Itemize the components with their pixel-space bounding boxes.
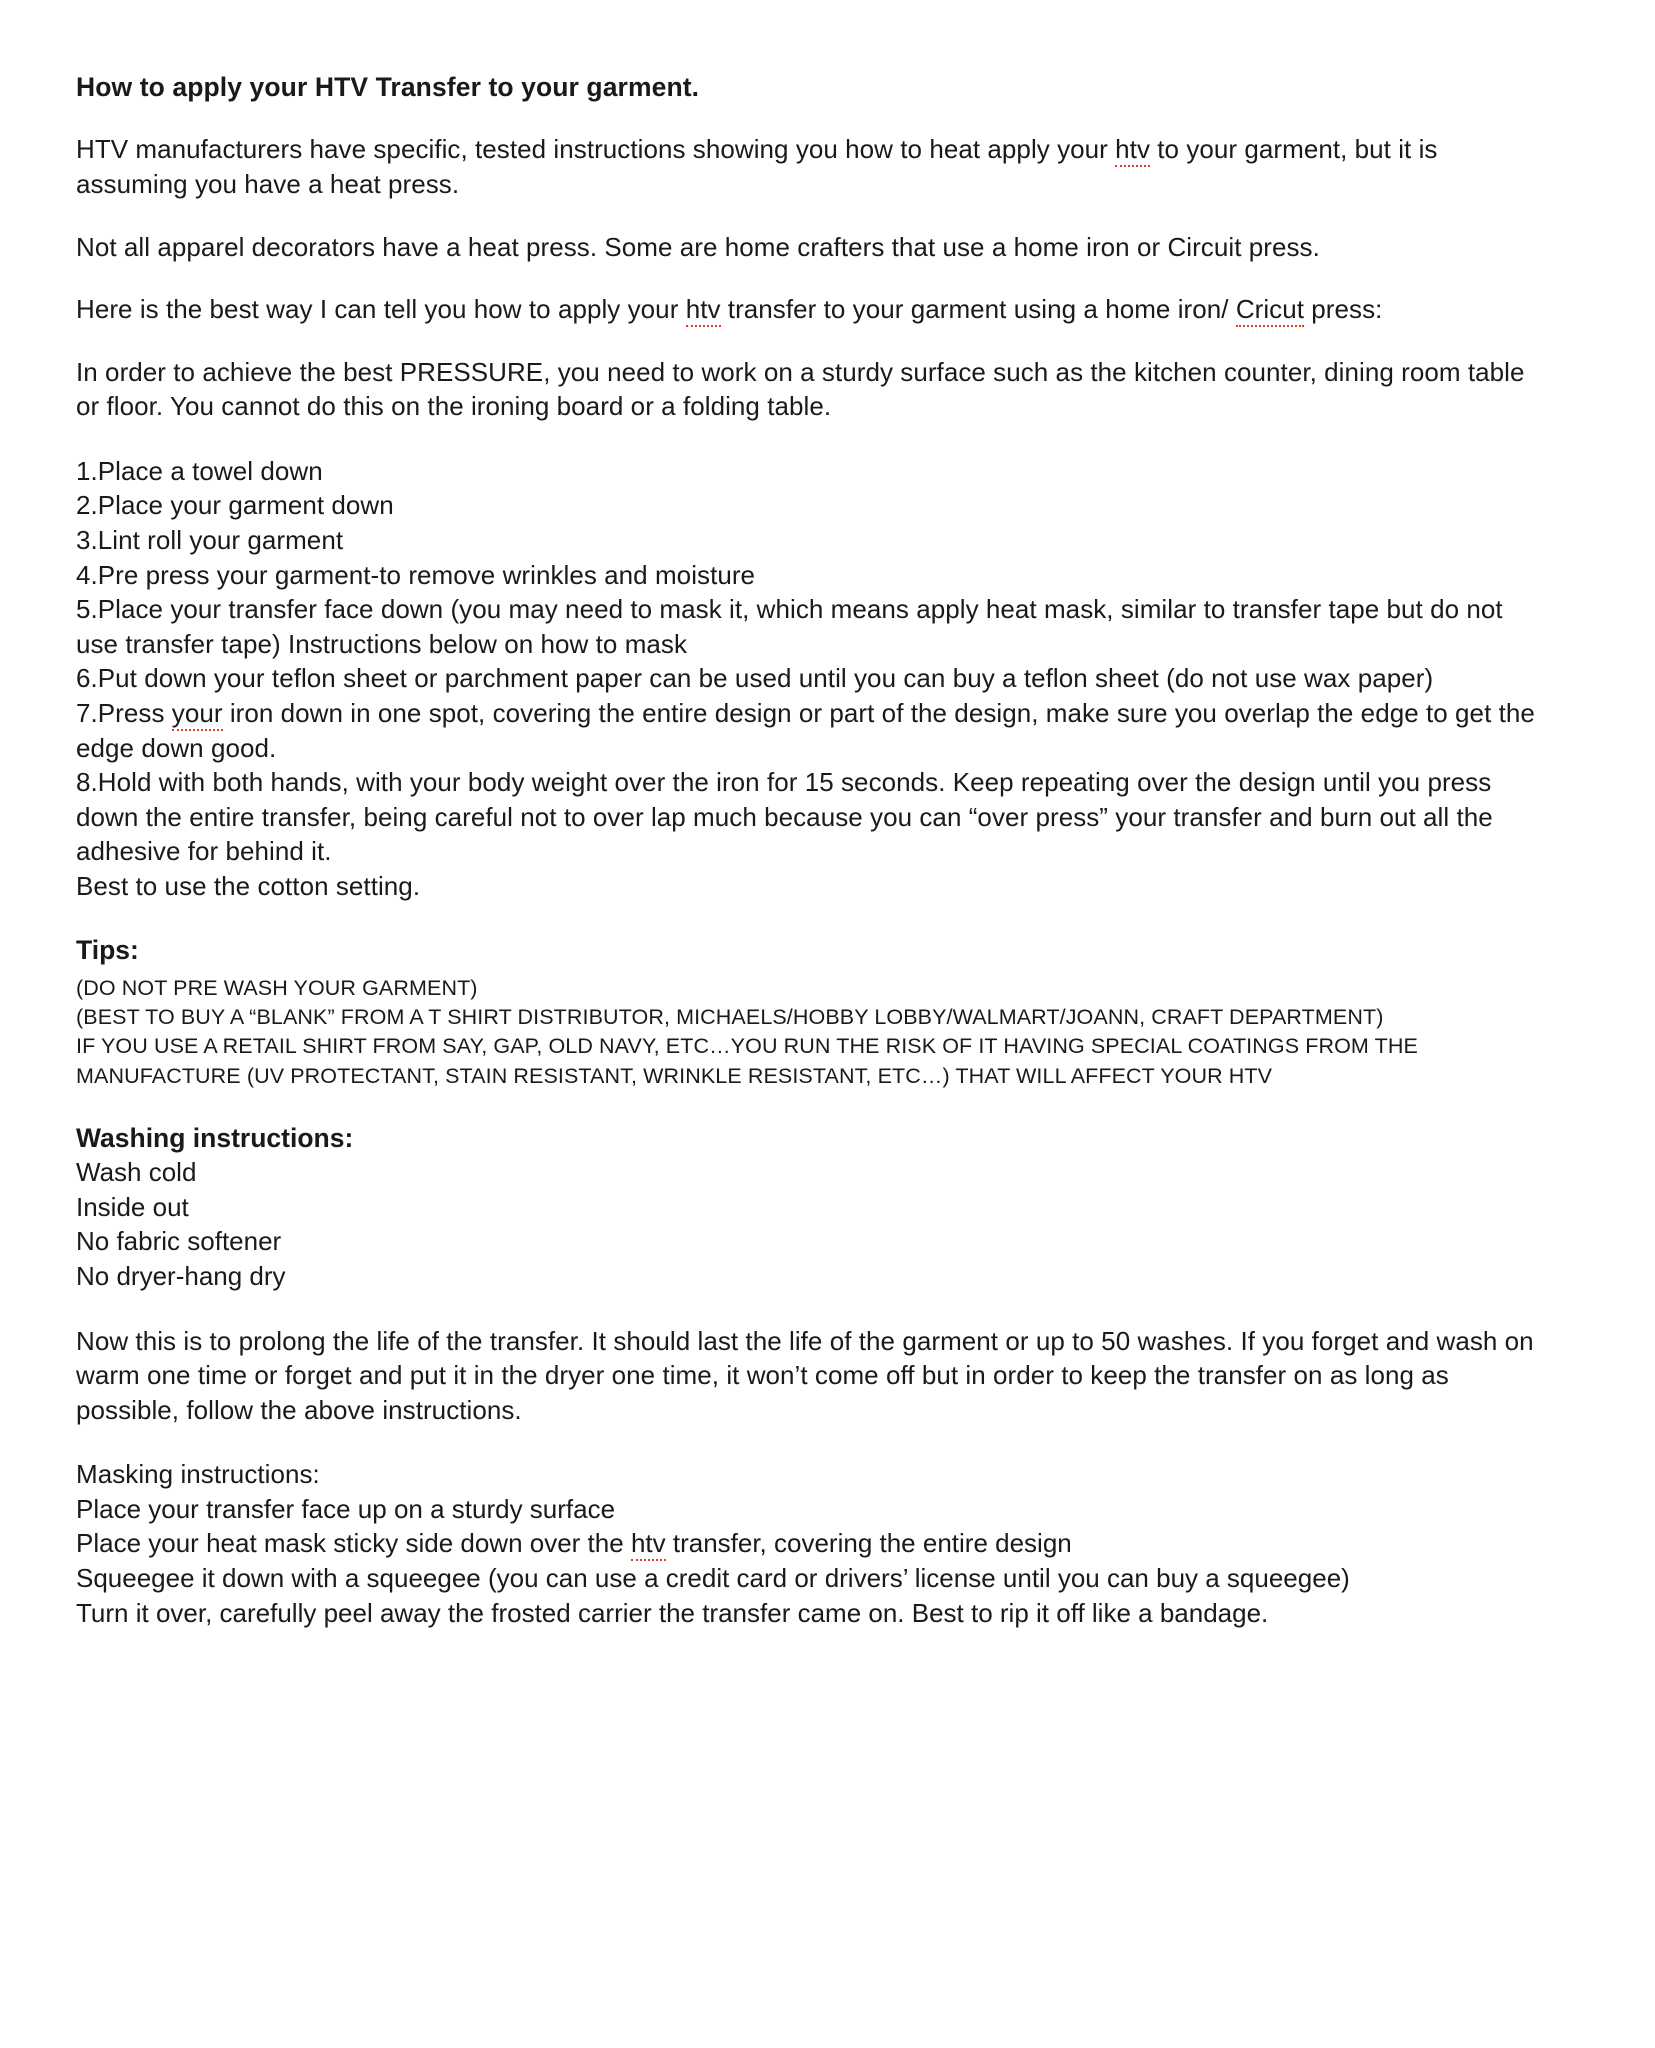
list-item: 5.Place your transfer face down (you may need to mask it, which means apply heat mask, similar to transfer tape but do not use transfer tape) Instructions below on how to mask: [76, 594, 1503, 659]
tips-line: (DO NOT PRE WASH YOUR GARMENT): [76, 975, 478, 1000]
washing-line: No fabric softener: [76, 1226, 282, 1257]
list-item: 3.Lint roll your garment: [76, 525, 344, 556]
list-item: 6.Put down your teflon sheet or parchment paper can be used until you can buy a teflon sheet (do not use wax paper): [76, 663, 1434, 694]
masking-heading: Masking instructions:: [76, 1459, 320, 1490]
intro-paragraph-1: HTV manufacturers have specific, tested instructions showing you how to heat apply your htv to your garment, but it is assuming you have a heat press.: [76, 134, 1438, 200]
list-item: Best to use the cotton setting.: [76, 870, 421, 901]
list-item: 8.Hold with both hands, with your body weight over the iron for 15 seconds. Keep repeating over the design until you press down the entire transfer, being careful not to over lap much because you can “over press” your transfer and burn out all the adhesive for behind it.: [76, 767, 1493, 867]
list-item: 2.Place your garment down: [76, 490, 394, 521]
spellcheck-word-htv: htv: [1115, 134, 1150, 167]
tips-line: IF YOU USE A RETAIL SHIRT FROM SAY, GAP, OLD NAVY, ETC…YOU RUN THE RISK OF IT HAVING SPECIAL COATINGS FROM THE MANUFACTURE (UV PROTECTANT, STAIN RESISTANT, WRINKLE RESISTANT, ETC…) THAT WILL AFFECT YOUR HTV: [76, 1034, 1418, 1088]
masking-line: Squeegee it down with a squeegee (you can use a credit card or drivers’ license until you can buy a squeegee): [76, 1563, 1350, 1594]
list-item: 7.Press your iron down in one spot, covering the entire design or part of the design, make sure you overlap the edge to get the edge down good.: [76, 697, 1535, 763]
spellcheck-word-htv: htv: [631, 1528, 666, 1561]
page-title: How to apply your HTV Transfer to your garment.: [76, 72, 700, 102]
list-item: 1.Place a towel down: [76, 455, 323, 486]
spellcheck-word-cricut: Cricut: [1236, 294, 1304, 327]
washing-line: Inside out: [76, 1191, 189, 1222]
masking-line: Place your heat mask sticky side down over the htv transfer, covering the entire design: [76, 1526, 1546, 1561]
intro-paragraph-3: Here is the best way I can tell you how to apply your htv transfer to your garment using a home iron/ Cricut press:: [76, 292, 1546, 327]
masking-line: Place your transfer face up on a sturdy surface: [76, 1493, 616, 1524]
list-item: 4.Pre press your garment-to remove wrinkles and moisture: [76, 559, 756, 590]
spellcheck-word-your: your: [172, 698, 223, 731]
washing-heading: Washing instructions:: [76, 1122, 354, 1153]
steps-list: [76, 454, 1546, 904]
masking-line: Turn it over, carefully peel away the frosted carrier the transfer came on. Best to rip it off like a bandage.: [76, 1597, 1269, 1628]
washing-line: No dryer-hang dry: [76, 1260, 286, 1291]
spellcheck-word-htv: htv: [686, 294, 721, 327]
intro-paragraph-4: In order to achieve the best PRESSURE, you need to work on a sturdy surface such as the kitchen counter, dining room table or floor. You cannot do this on the ironing board or a folding table.: [76, 356, 1525, 422]
intro-paragraph-2: Not all apparel decorators have a heat press. Some are home crafters that use a home iron or Circuit press.: [76, 231, 1320, 262]
tips-heading: Tips:: [76, 935, 139, 966]
document-body: [76, 70, 1546, 1630]
prolong-paragraph: Now this is to prolong the life of the transfer. It should last the life of the garment or up to 50 washes. If you forget and wash on warm one time or forget and put it in the dryer one time, it won’t come off but in order to keep the transfer on as long as possible, follow the above instructions.: [76, 1325, 1534, 1425]
washing-line: Wash cold: [76, 1157, 197, 1188]
tips-line: (BEST TO BUY A “BLANK” FROM A T SHIRT DISTRIBUTOR, MICHAELS/HOBBY LOBBY/WALMART/JOANN, CRAFT DEPARTMENT): [76, 1005, 1384, 1030]
